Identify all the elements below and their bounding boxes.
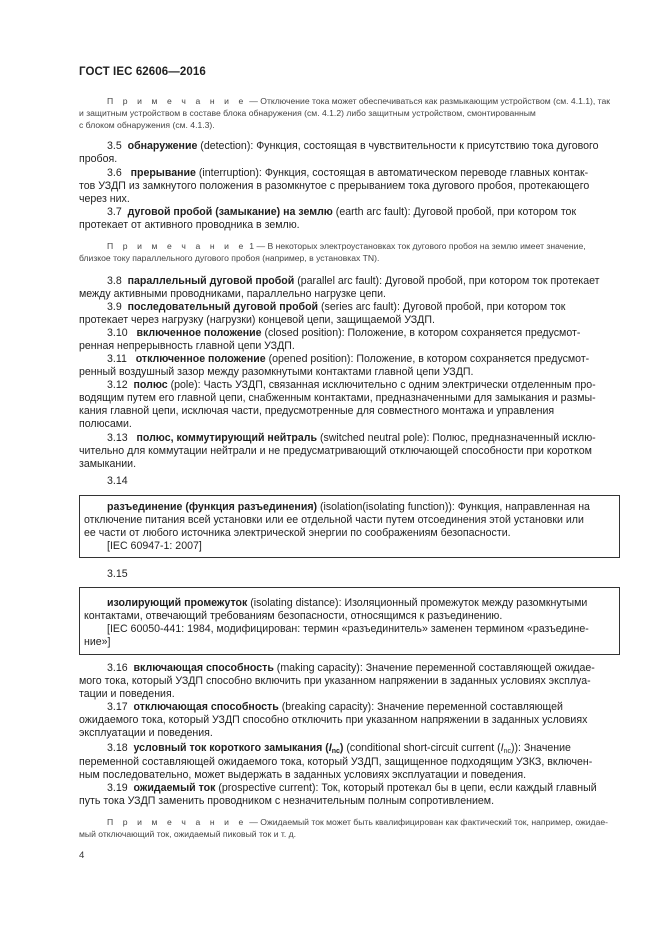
- term-text: эксплуатации и поведения.: [79, 727, 213, 739]
- term-text: путь тока УЗДП заменить проводником с незначительным полным сопротивлением.: [79, 795, 495, 807]
- note-line: близкое току параллельного дугового пробоя (например, в установках TN).: [79, 253, 380, 263]
- term-text: протекает от активного проводника в землю.: [79, 219, 300, 231]
- page-number: 4: [79, 850, 85, 861]
- note-label: П р и м е ч а н и е: [107, 241, 247, 251]
- term-name: обнаружение: [127, 140, 198, 152]
- note-label: П р и м е ч а н и е: [107, 96, 247, 106]
- term-text: ренная непрерывность главной цепи УЗДП.: [79, 340, 295, 352]
- term-number: 3.7: [107, 206, 122, 218]
- term-number: 3.9: [107, 301, 122, 313]
- term-text: ожидаемого тока, который УЗДП способно отключить при указанном напряжении в заданных условиях: [79, 714, 588, 726]
- term-text: (isolating distance): Изоляционный промежуток между разомкнутыми: [247, 597, 588, 609]
- term-name: прерывание: [130, 167, 196, 179]
- term-text: пробоя.: [79, 153, 118, 165]
- term-text: ренный воздушный зазор между разомкнутыми контактами главной цепи УЗДП.: [79, 366, 474, 378]
- term-number: 3.10: [107, 327, 128, 339]
- term-name-close: ): [339, 742, 344, 754]
- term-number: 3.14: [107, 475, 128, 487]
- term-name: включающая способность: [133, 662, 274, 674]
- term-text: полюсами.: [79, 418, 132, 430]
- term-text: замыкании.: [79, 458, 137, 470]
- term-name: параллельный дуговой пробой: [127, 275, 295, 287]
- term-name: полюс: [133, 379, 168, 391]
- term-number: 3.19: [107, 782, 128, 794]
- term-text: (making capacity): Значение переменной составляющей ожидае-: [273, 662, 595, 674]
- note-line: мый отключающий ток, ожидаемый пиковый ток и т. д.: [79, 829, 297, 839]
- term-text: водящим путем его главной цепи, снабженным контактами, предназначенными для замыкания и размы-: [79, 392, 596, 404]
- symbol-subscript: nc: [503, 748, 511, 755]
- term-text: мого тока, который УЗДП способно включить при указанном напряжении в заданных условиях эксплуа-: [79, 675, 591, 687]
- term-text: контактами, отвечающий требованиям безопасности, относящимся к разъединению.: [84, 610, 503, 622]
- term-reference: ние»]: [84, 636, 111, 648]
- term-text: тов УЗДП из замкнутого положения в разомкнутое с прерыванием тока дугового пробоя, протекающего: [79, 180, 590, 192]
- term-name: дуговой пробой (замыкание) на землю: [127, 206, 333, 218]
- term-text: (conditional short-circuit current (: [343, 742, 501, 754]
- term-reference: [IEC 60947-1: 2007]: [107, 540, 202, 552]
- term-number: 3.16: [107, 662, 128, 674]
- term-name: полюс, коммутирующий нейтраль: [136, 432, 318, 444]
- term-number: 3.17: [107, 701, 128, 713]
- symbol-subscript: nc: [331, 748, 340, 755]
- term-number: 3.6: [107, 167, 122, 179]
- term-text: (detection): Функция, состоящая в чувствительности к присутствию тока дугового: [197, 140, 599, 152]
- term-text: (isolation(isolating function)): Функция, направленная на: [317, 501, 590, 513]
- term-text: (switched neutral pole): Полюс, предназначенный исклю-: [317, 432, 596, 444]
- note-line: — Отключение тока может обеспечиваться как размыкающим устройством (см. 4.1.1), так: [246, 96, 611, 106]
- term-text: переменной составляющей ожидаемого тока, который УЗДП, защищенное подходящим УЗКЗ, включен-: [79, 756, 593, 768]
- term-text: через них.: [79, 193, 130, 205]
- term-number: 3.5: [107, 140, 122, 152]
- term-text: (interruption): Функция, состоящая в автоматическом переводе главных контак-: [195, 167, 589, 179]
- symbol-i: I: [500, 742, 504, 754]
- term-number: 3.18: [107, 742, 128, 754]
- term-name: последовательный дуговой пробой: [127, 301, 319, 313]
- term-name: включенное положение: [136, 327, 262, 339]
- term-text: кания главной цепи, исключая части, предусмотренные для совместного монтажа и управления: [79, 405, 555, 417]
- term-name: разъединение (функция разъединения): [107, 501, 318, 513]
- term-name: изолирующий промежуток: [107, 597, 248, 609]
- term-text: чительно для коммутации нейтрали и не предусматривающий отключающей способности при коротком: [79, 445, 592, 457]
- term-text: (breaking capacity): Значение переменной составляющей: [278, 701, 563, 713]
- term-text: отключение питания всей установки или ее отдельной части путем отсоединения этой установки или: [84, 514, 584, 526]
- term-text: ее части от любого источника электрической энергии по соображениям безопасности.: [84, 527, 511, 539]
- note-line: 1 — В некоторых электроустановках ток дугового пробоя на землю имеет значение,: [246, 241, 586, 251]
- note-line: — Ожидаемый ток может быть квалифицирован как фактический ток, например, ожидае-: [246, 817, 608, 827]
- term-text: (earth arc fault): Дуговой пробой, при котором ток: [332, 206, 577, 218]
- symbol-i: I: [328, 742, 332, 754]
- note-label: П р и м е ч а н и е: [107, 817, 247, 827]
- term-text: (opened position): Положение, в котором сохраняется предусмот-: [265, 353, 590, 365]
- term-name: отключающая способность: [133, 701, 279, 713]
- term-number: 3.15: [107, 568, 128, 580]
- term-number: 3.13: [107, 432, 128, 444]
- term-name: ожидаемый ток: [133, 782, 216, 794]
- term-text: (series arc fault): Дуговой пробой, при котором ток: [318, 301, 566, 313]
- term-text: между активными проводниками, параллельно нагрузке цепи.: [79, 288, 386, 300]
- note-line: и защитным устройством в составе блока обнаружения (см. 4.1.2) либо защитным устройством, смонтированным: [79, 108, 536, 118]
- term-number: 3.12: [107, 379, 128, 391]
- term-text: )): Значение: [510, 742, 571, 754]
- term-text: (prospective current): Ток, который протекал бы в цепи, если каждый главный: [215, 782, 597, 794]
- term-name: отключенное положение: [135, 353, 266, 365]
- term-reference: [IEC 60050-441: 1984, модифицирован: термин «разъединитель» заменен термином «разъедине-: [107, 623, 589, 635]
- note-line: с блоком обнаружения (см. 4.1.3).: [79, 120, 215, 130]
- term-text: (pole): Часть УЗДП, связанная исключительно с одним электрически отделенным про-: [167, 379, 596, 391]
- term-text: тации и поведения.: [79, 688, 175, 700]
- term-number: 3.11: [107, 353, 127, 365]
- term-number: 3.8: [107, 275, 122, 287]
- term-text: ным последовательно, может выдержать в заданных условиях эксплуатации и поведения.: [79, 769, 527, 781]
- term-text: (parallel arc fault): Дуговой пробой, при котором ток протекает: [294, 275, 600, 287]
- term-name: условный ток короткого замыкания (: [133, 742, 329, 754]
- term-text: (closed position): Положение, в котором сохраняется предусмот-: [261, 327, 581, 339]
- term-text: протекает через нагрузку (нагрузки) концевой цепи, защищаемой УЗДП.: [79, 314, 435, 326]
- page-header-standard-title: ГОСТ IEC 62606—2016: [79, 66, 206, 78]
